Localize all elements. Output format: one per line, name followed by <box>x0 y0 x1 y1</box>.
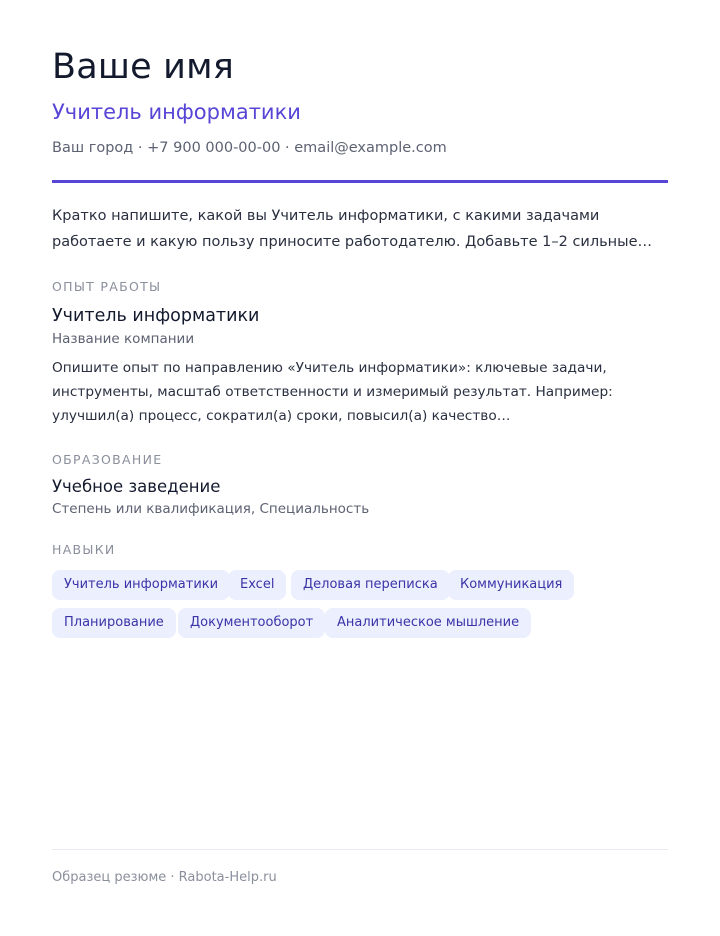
job-title: Учитель информатики <box>52 306 260 326</box>
skill-chip: Деловая переписка <box>291 570 450 600</box>
skill-chip: Планирование <box>52 608 176 638</box>
education-details: Степень или квалификация, Специальность <box>52 501 370 517</box>
header-divider <box>52 180 668 183</box>
education-section-title: ОБРАЗОВАНИЕ <box>52 452 163 467</box>
footer-text: Образец резюме · Rabota-Help.ru <box>52 870 277 885</box>
candidate-name: Ваше имя <box>52 47 234 87</box>
job-description: Опишите опыт по направлению «Учитель информатики»: ключевые задачи, инструменты, масштаб ответственности и измеримый результат. Например: улучшил(а) процесс, сократил(а) сроки, повысил(а) качество… <box>52 360 613 424</box>
skills-section-title: НАВЫКИ <box>52 542 116 557</box>
footer-divider <box>52 849 668 850</box>
desired-position: Учитель информатики <box>52 100 301 124</box>
company-name: Название компании <box>52 331 195 347</box>
summary-text: Кратко напишите, какой вы Учитель информатики, с какими задачами работаете и какую пользу приносите работодателю. Добавьте 1–2 сильные… <box>52 208 653 250</box>
contact-line: Ваш город · +7 900 000-00-00 · email@example.com <box>52 140 447 156</box>
skill-chip: Excel <box>228 570 286 600</box>
skill-chip: Документооборот <box>178 608 325 638</box>
skill-chip: Аналитическое мышление <box>325 608 531 638</box>
skill-chip: Учитель информатики <box>52 570 230 600</box>
experience-section-title: ОПЫТ РАБОТЫ <box>52 279 162 294</box>
education-institution: Учебное заведение <box>52 477 221 496</box>
resume-page <box>52 0 668 936</box>
skill-chip: Коммуникация <box>448 570 574 600</box>
